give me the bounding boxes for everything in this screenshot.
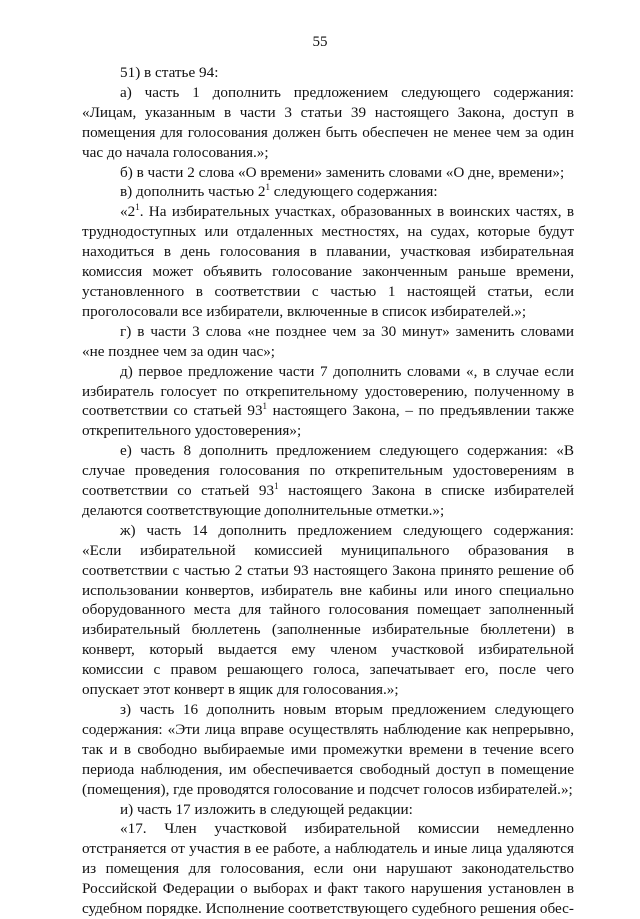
text-run: в) дополнить частью 2 xyxy=(120,183,266,201)
paragraph xyxy=(82,700,574,800)
paragraph xyxy=(82,83,574,163)
text-run: а) часть 1 дополнить предложением следующего содержания: «Лицам, указанным в части 3 статьи 39 настоящего Закона, доступ в помещения для голосования должен быть обеспечен не менее чем за один час до начала голосования.»; xyxy=(82,83,574,161)
page-number: 55 xyxy=(312,34,328,50)
text-run: д) первое предложение части 7 дополнить словами «, в случае если избиратель голосует по открепительному удостоверению, полученному в соответствии со статьей 93 xyxy=(82,362,574,420)
paragraph xyxy=(82,521,574,700)
text-run: и) часть 17 изложить в следующей редакции: xyxy=(120,800,413,818)
text-run: настоящего Закона, – по предъявлении также открепительного удостоверения»; xyxy=(82,402,574,440)
text-run: «17. Член участковой избирательной комиссии немедленно отстраняется от участия в ее работе, а наблюдатель и иные лица удаляются из помещения для голосования, если они нарушают законодательство Российской Федерации о выборах и факт такого нарушения установлен в судебном порядке. Исполнение соответствующего судебного решения обес- xyxy=(82,820,574,918)
text-run: г) в части 3 слова «не позднее чем за 30 минут» заменить словами «не позднее чем за один час»; xyxy=(82,322,574,360)
document-body xyxy=(82,63,574,919)
superscript: 1 xyxy=(262,401,268,412)
paragraph xyxy=(82,800,574,820)
text-run: следующего содержания: xyxy=(269,183,438,201)
text-run: 51) в статье 94: xyxy=(120,64,219,81)
text-run: б) в части 2 слова «О времени» заменить словами «О дне, времени»; xyxy=(120,163,565,181)
text-run: «2 xyxy=(120,203,136,221)
paragraph xyxy=(82,441,574,521)
superscript: 1 xyxy=(274,481,279,492)
paragraph xyxy=(82,322,574,362)
paragraph xyxy=(82,63,574,83)
paragraph xyxy=(82,362,574,442)
text-run: . На избирательных участках, образованных в воинских частях, в труднодоступных или отдаленных местностях, на судах, которые будут находиться в день голосования в плавании, участковая избирательная комиссия может объявить голосование законченным раньше времени, установленного в соответствии с частью 1 настоящей статьи, если проголосовали все избиратели, включенные в список избирателей.»; xyxy=(82,203,574,320)
paragraph xyxy=(82,819,574,919)
superscript: 1 xyxy=(135,202,140,213)
superscript: 1 xyxy=(265,182,270,193)
paragraph xyxy=(82,182,574,202)
text-run: настоящего Закона в списке избирателей делаются соответствующие дополнительные отметки.»; xyxy=(82,482,574,519)
paragraph xyxy=(82,202,574,321)
paragraph xyxy=(82,163,574,183)
text-run: ж) часть 14 дополнить предложением следующего содержания: «Если избирательной комиссией муниципального образования в соответствии с частью 2 статьи 93 настоящего Закона принято решение об использовании конвертов, избиратель вне кабины или иного специально оборудованного места для тайного голосования помещает заполненный избирательный бюллетень (заполненные избирательные бюллетени) в конверт, который выдается ему членом участковой избирательной комиссии с правом решающего голоса, запечатывает его, после чего опускает этот конверт в ящик для голосования.»; xyxy=(82,521,574,699)
text-run: е) часть 8 дополнить предложением следующего содержания: «В случае проведения голосования по открепительным удостоверениям в соответствии со статьей 93 xyxy=(82,442,574,500)
text-run: з) часть 16 дополнить новым вторым предложением следующего содержания: «Эти лица вправе осуществлять наблюдение как непрерывно, так и в свободно выбираемые ими промежутки времени в течение всего периода наблюдения, им обеспечивается свободный доступ в помещение (помещения), где проводятся голосование и подсчет голосов избирателей.»; xyxy=(82,701,574,798)
